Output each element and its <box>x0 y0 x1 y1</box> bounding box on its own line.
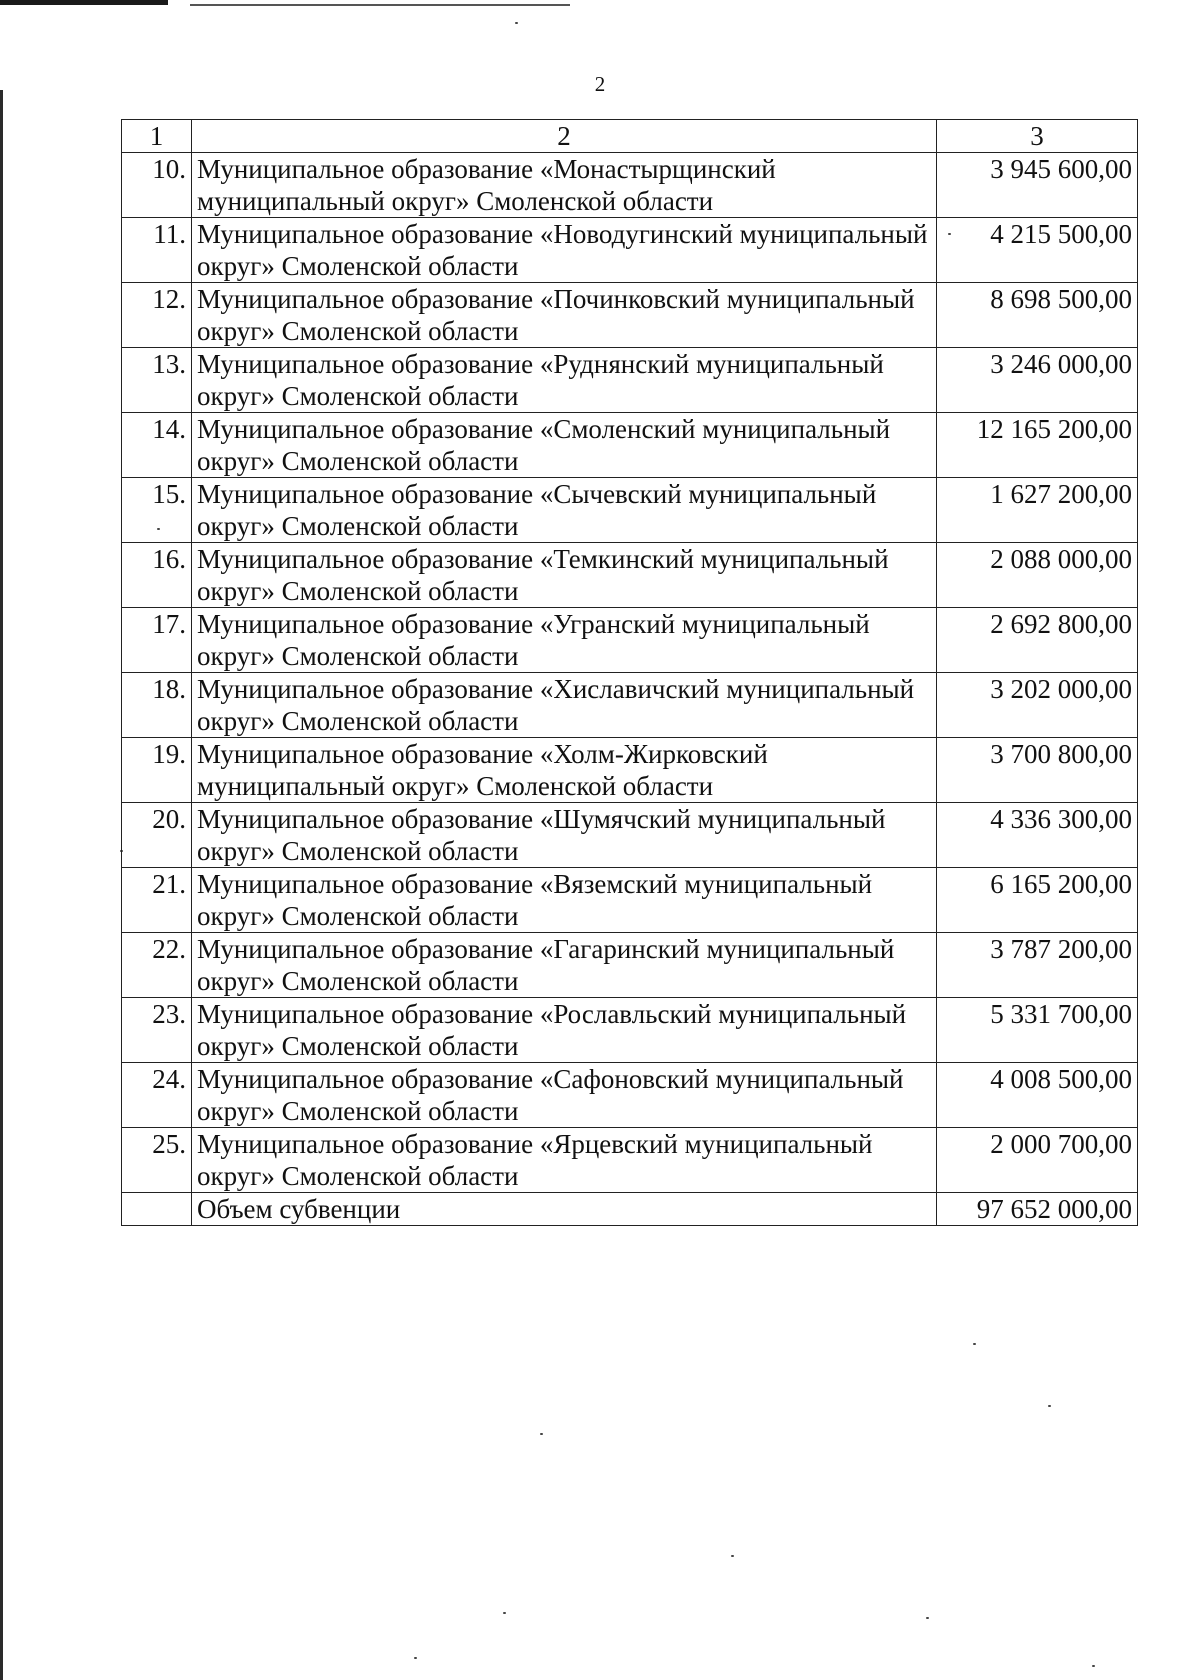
scan-speck <box>973 1343 976 1345</box>
row-number: 16. <box>122 543 192 608</box>
subsidy-amount: 4 008 500,00 <box>937 1063 1138 1128</box>
table-header-row <box>122 120 1138 153</box>
row-number: 21. <box>122 868 192 933</box>
subsidy-amount: 3 246 000,00 <box>937 348 1138 413</box>
total-label: Объем субвенции <box>192 1193 937 1226</box>
row-number: 17. <box>122 608 192 673</box>
subsidy-amount: 5 331 700,00 <box>937 998 1138 1063</box>
total-number-cell <box>122 1193 192 1226</box>
subsidy-amount: 3 700 800,00 <box>937 738 1138 803</box>
row-number: 13. <box>122 348 192 413</box>
table-row <box>122 413 1138 478</box>
municipality-name: Муниципальное образование «Гагаринский муниципальный округ» Смоленской области <box>192 933 937 998</box>
municipality-name: Муниципальное образование «Монастырщинский муниципальный округ» Смоленской области <box>192 153 937 218</box>
row-number: 12. <box>122 283 192 348</box>
municipality-name: Муниципальное образование «Холм-Жирковский муниципальный округ» Смоленской области <box>192 738 937 803</box>
subsidy-amount: 12 165 200,00 <box>937 413 1138 478</box>
municipality-name: Муниципальное образование «Сафоновский муниципальный округ» Смоленской области <box>192 1063 937 1128</box>
table-row <box>122 673 1138 738</box>
row-number: 15. <box>122 478 192 543</box>
total-amount: 97 652 000,00 <box>937 1193 1138 1226</box>
table-row <box>122 933 1138 998</box>
column-name-header: 2 <box>192 120 937 153</box>
table-row <box>122 1063 1138 1128</box>
subsidy-amount: 6 165 200,00 <box>937 868 1138 933</box>
municipality-name: Муниципальное образование «Вяземский муниципальный округ» Смоленской области <box>192 868 937 933</box>
subsidy-amount: 2 088 000,00 <box>937 543 1138 608</box>
subsidy-amount: 2 692 800,00 <box>937 608 1138 673</box>
municipality-name: Муниципальное образование «Темкинский муниципальный округ» Смоленской области <box>192 543 937 608</box>
table-row <box>122 543 1138 608</box>
table-row <box>122 608 1138 673</box>
subsidy-table <box>121 119 1138 1226</box>
subsidy-amount: 3 202 000,00 <box>937 673 1138 738</box>
row-number: 10. <box>122 153 192 218</box>
row-number: 14. <box>122 413 192 478</box>
table-row <box>122 868 1138 933</box>
municipality-name: Муниципальное образование «Смоленский муниципальный округ» Смоленской области <box>192 413 937 478</box>
row-number: 24. <box>122 1063 192 1128</box>
table-row <box>122 478 1138 543</box>
scan-speck <box>1092 1665 1095 1667</box>
subsidy-amount: 4 215 500,00 <box>937 218 1138 283</box>
scan-artifact-left-edge <box>0 90 3 1680</box>
municipality-name: Муниципальное образование «Починковский муниципальный округ» Смоленской области <box>192 283 937 348</box>
row-number: 11. <box>122 218 192 283</box>
row-number: 18. <box>122 673 192 738</box>
municipality-name: Муниципальное образование «Новодугинский муниципальный округ» Смоленской области <box>192 218 937 283</box>
table-row <box>122 218 1138 283</box>
municipality-name: Муниципальное образование «Шумячский муниципальный округ» Смоленской области <box>192 803 937 868</box>
municipality-name: Муниципальное образование «Сычевский муниципальный округ» Смоленской области <box>192 478 937 543</box>
table-row <box>122 738 1138 803</box>
table-row <box>122 283 1138 348</box>
column-amount-header: 3 <box>937 120 1138 153</box>
row-number: 20. <box>122 803 192 868</box>
page-number: 2 <box>594 72 606 96</box>
row-number: 19. <box>122 738 192 803</box>
row-number: 22. <box>122 933 192 998</box>
scan-artifact-top-line <box>190 4 570 6</box>
municipality-name: Муниципальное образование «Рославльский муниципальный округ» Смоленской области <box>192 998 937 1063</box>
table-row <box>122 1128 1138 1193</box>
subsidy-amount: 8 698 500,00 <box>937 283 1138 348</box>
subsidy-amount: 2 000 700,00 <box>937 1128 1138 1193</box>
scan-speck <box>414 1657 417 1659</box>
table-row <box>122 803 1138 868</box>
table-row <box>122 153 1138 218</box>
scan-speck <box>1048 1405 1051 1407</box>
subsidy-amount: 3 787 200,00 <box>937 933 1138 998</box>
scan-speck <box>503 1612 506 1614</box>
scan-speck <box>540 1433 543 1435</box>
column-number-header: 1 <box>122 120 192 153</box>
subsidy-amount: 3 945 600,00 <box>937 153 1138 218</box>
municipality-name: Муниципальное образование «Ярцевский муниципальный округ» Смоленской области <box>192 1128 937 1193</box>
subsidy-amount: 1 627 200,00 <box>937 478 1138 543</box>
municipality-name: Муниципальное образование «Угранский муниципальный округ» Смоленской области <box>192 608 937 673</box>
subsidy-amount: 4 336 300,00 <box>937 803 1138 868</box>
row-number: 25. <box>122 1128 192 1193</box>
municipality-name: Муниципальное образование «Руднянский муниципальный округ» Смоленской области <box>192 348 937 413</box>
table-row <box>122 998 1138 1063</box>
scan-speck <box>926 1617 929 1619</box>
total-row <box>122 1193 1138 1226</box>
row-number: 23. <box>122 998 192 1063</box>
scan-artifact-top-bar <box>0 0 168 5</box>
scan-speck <box>731 1555 734 1557</box>
municipality-name: Муниципальное образование «Хиславичский муниципальный округ» Смоленской области <box>192 673 937 738</box>
table-row <box>122 348 1138 413</box>
scan-speck <box>515 22 518 24</box>
